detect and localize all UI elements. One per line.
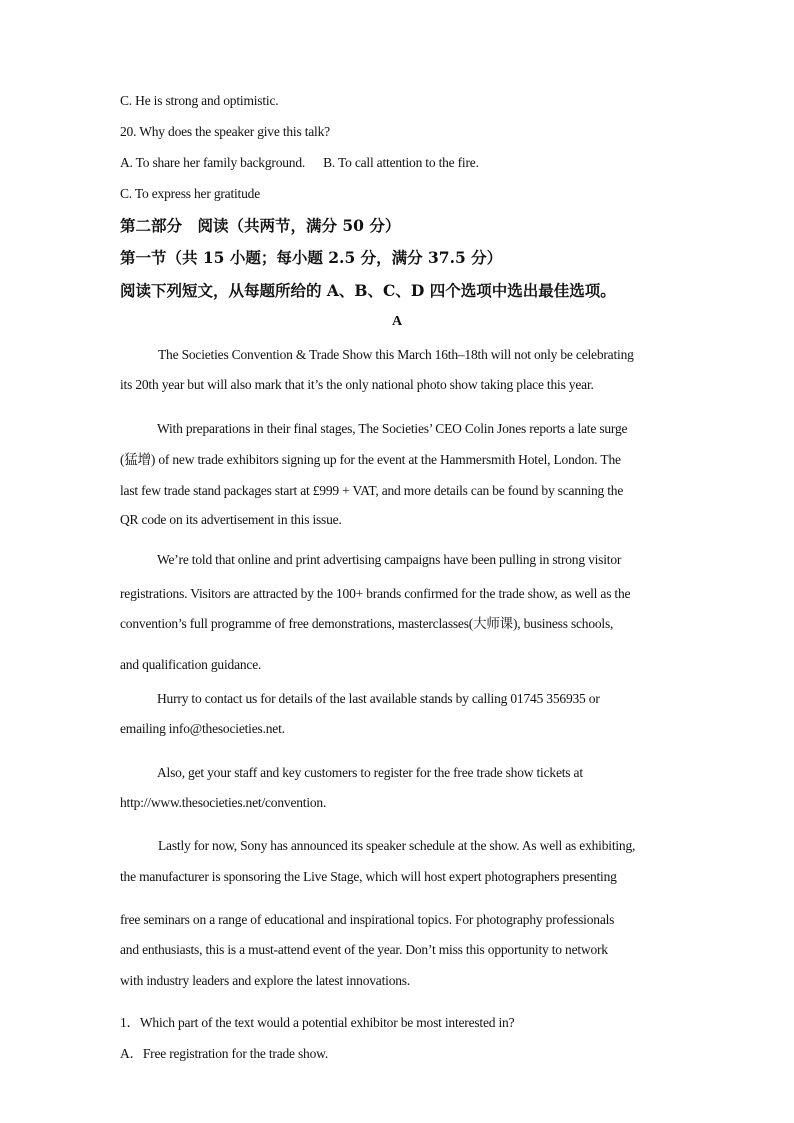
paragraph-6-line-1: Lastly for now, Sony has announced its speaker schedule at the show. As well as exhibiting, [158, 838, 636, 853]
paragraph-3-line-2: registrations. Visitors are attracted by the 100+ brands confirmed for the trade show, as well as the [120, 586, 631, 601]
paragraph-6-line-3: free seminars on a range of educational and inspirational topics. For photography professionals [120, 912, 615, 927]
paragraph-3-line-4: and qualification guidance. [120, 657, 262, 672]
paragraph-5-line-1: Also, get your staff and key customers to register for the free trade show tickets at [157, 765, 583, 780]
section-heading: 第一节（共 15 小题；每小题 2.5 分，满分 37.5 分） [120, 248, 503, 267]
paragraph-2-line-1: With preparations in their final stages, The Societies’ CEO Colin Jones reports a late surge [157, 421, 628, 436]
question-1: 1．Which part of the text would a potential exhibitor be most interested in? [120, 1015, 515, 1030]
paragraph-2-line-4: QR code on its advertisement in this issue. [120, 512, 342, 527]
paragraph-1-line-2: its 20th year but will also mark that it’s the only national photo show taking place this year. [120, 377, 594, 392]
paragraph-4-line-2: emailing info@thesocieties.net. [120, 721, 285, 736]
instruction: 阅读下列短文，从每题所给的 A、B、C、D 四个选项中选出最佳选项。 [120, 281, 616, 300]
part-heading: 第二部分 阅读（共两节，满分 50 分） [120, 216, 401, 235]
paragraph-4-line-1: Hurry to contact us for details of the last available stands by calling 01745 356935 or [157, 691, 600, 706]
paragraph-3-line-3: convention’s full programme of free demonstrations, masterclasses(大师课), business schools, [120, 616, 614, 631]
option-b: B. To call attention to the fire. [323, 155, 479, 170]
option-c: C. To express her gratitude [120, 186, 260, 201]
question-20-options-ab [120, 154, 479, 172]
paragraph-6-line-5: with industry leaders and explore the latest innovations. [120, 973, 411, 988]
paragraph-1-line-1: The Societies Convention & Trade Show this March 16th–18th will not only be celebrating [158, 347, 634, 362]
question-20: 20. Why does the speaker give this talk? [120, 124, 330, 139]
paragraph-3-line-1: We’re told that online and print advertising campaigns have been pulling in strong visitor [157, 552, 622, 567]
paragraph-5-line-2: http://www.thesocieties.net/convention. [120, 795, 327, 810]
question-1-option-a: A．Free registration for the trade show. [120, 1046, 329, 1061]
paragraph-6-line-4: and enthusiasts, this is a must-attend event of the year. Don’t miss this opportunity to network [120, 942, 608, 957]
paragraph-6-line-2: the manufacturer is sponsoring the Live Stage, which will host expert photographers presenting [120, 869, 617, 884]
paragraph-2-line-2: (猛增) of new trade exhibitors signing up for the event at the Hammersmith Hotel, London. The [120, 452, 621, 467]
option-20c-prev: C. He is strong and optimistic. [120, 93, 279, 108]
passage-label: A [392, 314, 402, 329]
paragraph-2-line-3: last few trade stand packages start at £999 + VAT, and more details can be found by scanning the [120, 483, 624, 498]
option-a: A. To share her family background. [120, 155, 306, 170]
